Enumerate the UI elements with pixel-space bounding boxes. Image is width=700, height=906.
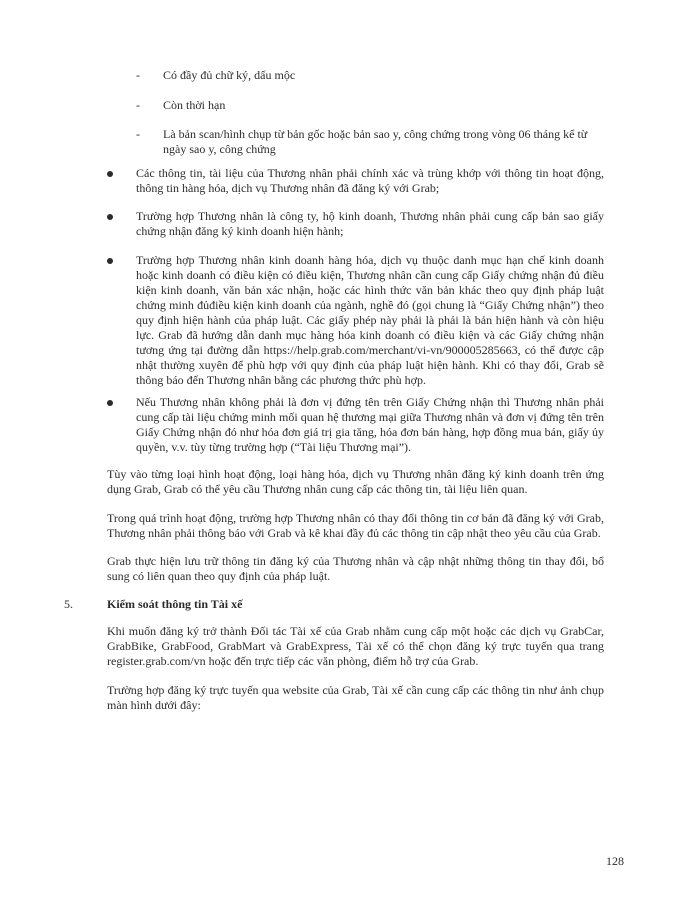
sub-item: Có đầy đủ chữ ký, dấu mộc <box>163 68 296 82</box>
bullet-icon <box>107 400 113 406</box>
bullet-item: Trường hợp Thương nhân là công ty, hộ kinh doanh, Thương nhân phải cung cấp bản sao giấy chứng nhận đăng ký kinh doanh hiện hành; <box>136 209 604 238</box>
body-paragraph: Trong quá trình hoạt động, trường hợp Thương nhân có thay đổi thông tin cơ bản đã đăng ký với Grab, Thương nhân phải thông báo với Grab và kê khai đầy đủ các thông tin cập nhật theo yêu cầu của Grab. <box>107 511 604 540</box>
body-paragraph: Tùy vào từng loại hình hoạt động, loại hàng hóa, dịch vụ Thương nhân đăng ký kinh doanh trên ứng dụng Grab, Grab có thể yêu cầu Thương nhân cung cấp các thông tin, tài liệu liên quan. <box>107 467 604 496</box>
dash-marker: - <box>136 68 140 82</box>
section-title: Kiểm soát thông tin Tài xế <box>107 597 243 611</box>
dash-marker: - <box>136 127 140 141</box>
dash-marker: - <box>136 98 140 112</box>
sub-item: Còn thời hạn <box>163 98 226 112</box>
bullet-icon <box>107 214 113 220</box>
bullet-icon <box>107 258 113 264</box>
page-number: 128 <box>606 854 624 868</box>
section-paragraph: Trường hợp đăng ký trực tuyến qua website của Grab, Tài xế cần cung cấp các thông tin như ảnh chụp màn hình dưới đây: <box>107 683 604 712</box>
section-paragraph: Khi muốn đăng ký trở thành Đối tác Tài xế của Grab nhằm cung cấp một hoặc các dịch vụ GrabCar, GrabBike, GrabFood, GrabMart và GrabExpress, Tài xế có thể chọn đăng ký trực tuyến qua trang register.grab.com/vn hoặc đến trực tiếp các văn phòng, điểm hỗ trợ của Grab. <box>107 624 604 668</box>
sub-item: Là bản scan/hình chụp từ bản gốc hoặc bản sao y, công chứng trong vòng 06 tháng kể từ ngày sao y, công chứng <box>163 127 588 156</box>
section-number: 5. <box>64 597 73 611</box>
bullet-icon <box>107 171 113 177</box>
body-paragraph: Grab thực hiện lưu trữ thông tin đăng ký của Thương nhân và cập nhật những thông tin thay đổi, bổ sung có liên quan theo quy định của pháp luật. <box>107 554 604 583</box>
bullet-item: Các thông tin, tài liệu của Thương nhân phải chính xác và trùng khớp với thông tin hoạt động, thông tin hàng hóa, dịch vụ Thương nhân đã đăng ký với Grab; <box>136 166 604 195</box>
bullet-item: Trường hợp Thương nhân kinh doanh hàng hóa, dịch vụ thuộc danh mục hạn chế kinh doanh hoặc kinh doanh có điều kiện có điều kiện, Thương nhân cần cung cấp Giấy chứng nhận đủ điều kiện kinh doanh, văn bản xác nhận, hoặc các hình thức văn bản khác theo quy định pháp luật chứng minh đủđiều kiện kinh doanh của ngành, nghề đó (gọi chung là “Giấy Chứng nhận”) theo quy định hiện hành của pháp luật. Các giấy phép này phải là phải là bản hiện hành và còn hiệu lực. Grab đã hướng dẫn danh mục hàng hóa kinh doanh có điều kiện và các Giấy chứng nhận tương ứng tại đường dẫn https://help.grab.com/merchant/vi-vn/900005285663, có thể được cập nhật thường xuyên để phù hợp với quy định của pháp luật hiện hành. Khi có thay đổi, Grab sẽ thông báo đến Thương nhân bằng các phương thức phù hợp. <box>136 253 604 387</box>
bullet-item: Nếu Thương nhân không phải là đơn vị đứng tên trên Giấy Chứng nhận thì Thương nhân phải cung cấp tài liệu chứng minh mối quan hệ thương mại giữa Thương nhân và đơn vị đứng tên trên Giấy Chứng nhận đó như hóa đơn giá trị gia tăng, hóa đơn bán hàng, hợp đồng mua bán, giấy ủy quyền, v.v. tùy từng trường hợp (“Tài liệu Thương mại”). <box>136 395 604 454</box>
